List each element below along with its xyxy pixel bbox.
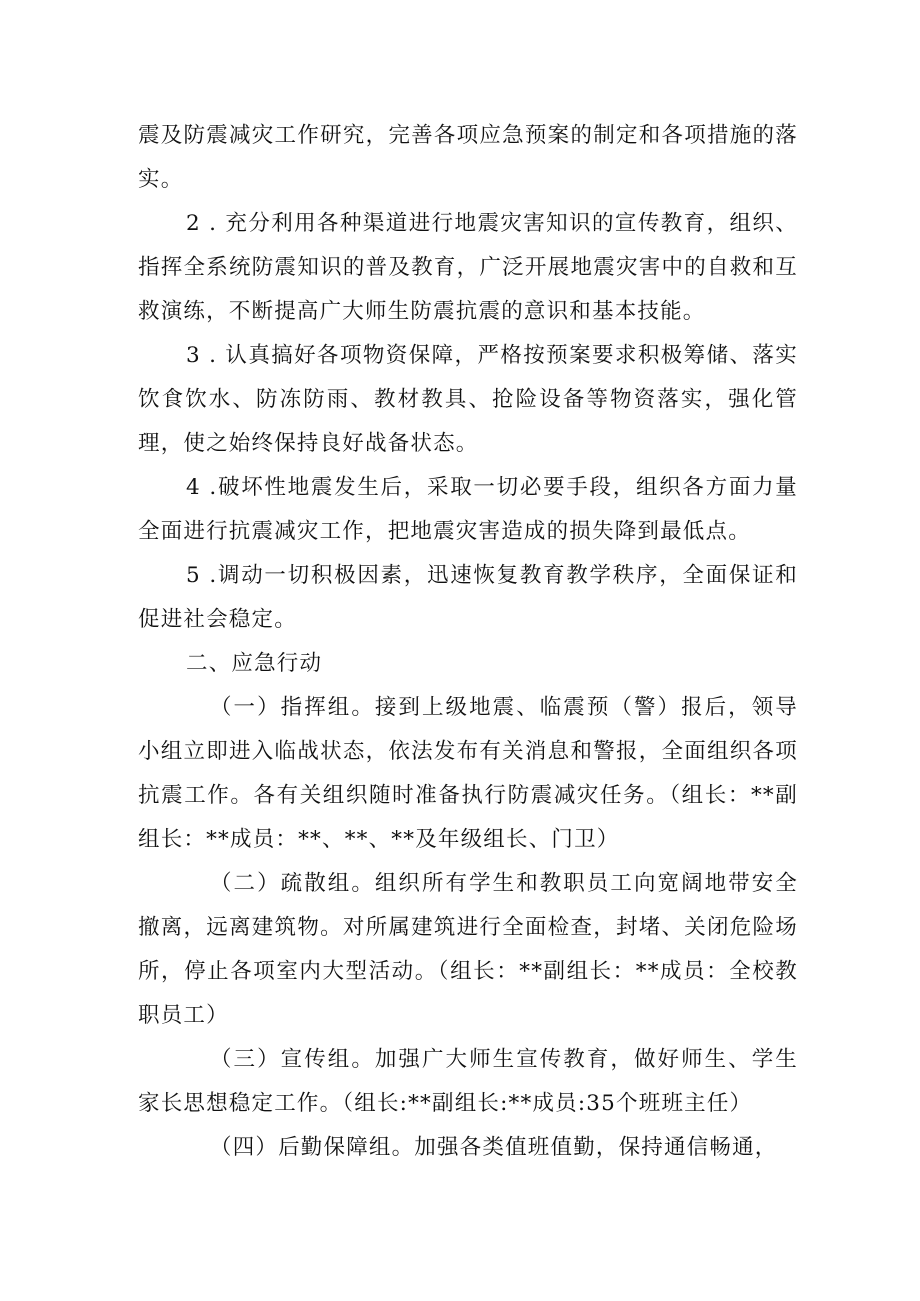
- paragraph-item-4: 4 .破坏性地震发生后，采取一切必要手段，组织各方面力量全面进行抗震减灾工作，把地震灾害造成的损失降到最低点。: [138, 475, 798, 544]
- section-heading-emergency-action: 二、应急行动: [186, 651, 323, 676]
- paragraph-evacuation-group: （二）疏散组。组织所有学生和教职员工向宽阔地带安全撤离，远离建筑物。对所属建筑进行全面检查，封堵、关闭危险场所，停止各项室内大型活动。（组长：**副组长：**成员：全校教职员工）: [138, 871, 798, 1028]
- paragraph-item-3: 3 . 认真搞好各项物资保障，严格按预案要求积极筹储、落实饮食饮水、防冻防雨、教材教具、抢险设备等物资落实，强化管理，使之始终保持良好战备状态。: [138, 343, 798, 456]
- paragraph-publicity-group: （三）宣传组。加强广大师生宣传教育，做好师生、学生家长思想稳定工作。（组长:**副组长:**成员:35个班班主任）: [138, 1047, 798, 1116]
- paragraph-item-5: 5 .调动一切积极因素，迅速恢复教育教学秩序，全面保证和促进社会稳定。: [138, 563, 798, 632]
- paragraph-continuation: 震及防震减灾工作研究，完善各项应急预案的制定和各项措施的落实。: [138, 123, 798, 192]
- paragraph-item-2: 2 . 充分利用各种渠道进行地震灾害知识的宣传教育，组织、指挥全系统防震知识的普及教育，广泛开展地震灾害中的自救和互救演练，不断提高广大师生防震抗震的意识和基本技能。: [138, 211, 798, 324]
- document-body: [138, 114, 798, 1170]
- paragraph-logistics-group: （四）后勤保障组。加强各类值班值勤，保持通信畅通，: [210, 1135, 778, 1160]
- paragraph-command-group: （一）指挥组。接到上级地震、临震预（警）报后，领导小组立即进入临战状态，依法发布有关消息和警报，全面组织各项抗震工作。各有关组织随时准备执行防震减灾任务。（组长：**副组长：**成员：**、**、**及年级组长、门卫）: [138, 695, 798, 852]
